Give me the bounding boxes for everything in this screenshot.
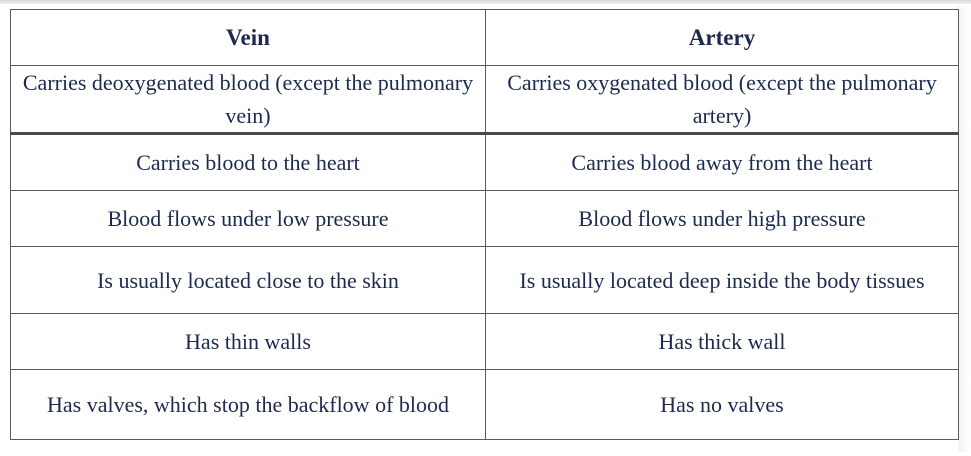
table-row [11, 191, 959, 247]
artery-cell: Has thick wall [486, 314, 959, 370]
top-rule [0, 0, 971, 4]
vein-cell: Carries blood to the heart [11, 134, 486, 191]
artery-cell: Carries oxygenated blood (except the pulmonary artery) [486, 66, 959, 134]
vein-cell: Blood flows under low pressure [11, 191, 486, 247]
artery-cell: Is usually located deep inside the body tissues [486, 247, 959, 314]
vein-cell: Is usually located close to the skin [11, 247, 486, 314]
page-edge-shadow [958, 6, 971, 452]
table-row [11, 370, 959, 440]
artery-cell: Blood flows under high pressure [486, 191, 959, 247]
artery-cell: Has no valves [486, 370, 959, 440]
vein-artery-comparison-table [10, 9, 959, 440]
table-row [11, 247, 959, 314]
vein-cell: Carries deoxygenated blood (except the pulmonary vein) [11, 66, 486, 134]
table-row [11, 66, 959, 134]
artery-cell: Carries blood away from the heart [486, 134, 959, 191]
header-row [11, 10, 959, 66]
vein-cell: Has valves, which stop the backflow of blood [11, 370, 486, 440]
vein-cell: Has thin walls [11, 314, 486, 370]
header-artery: Artery [486, 10, 959, 66]
table-row [11, 134, 959, 191]
header-vein: Vein [11, 10, 486, 66]
table-row [11, 314, 959, 370]
